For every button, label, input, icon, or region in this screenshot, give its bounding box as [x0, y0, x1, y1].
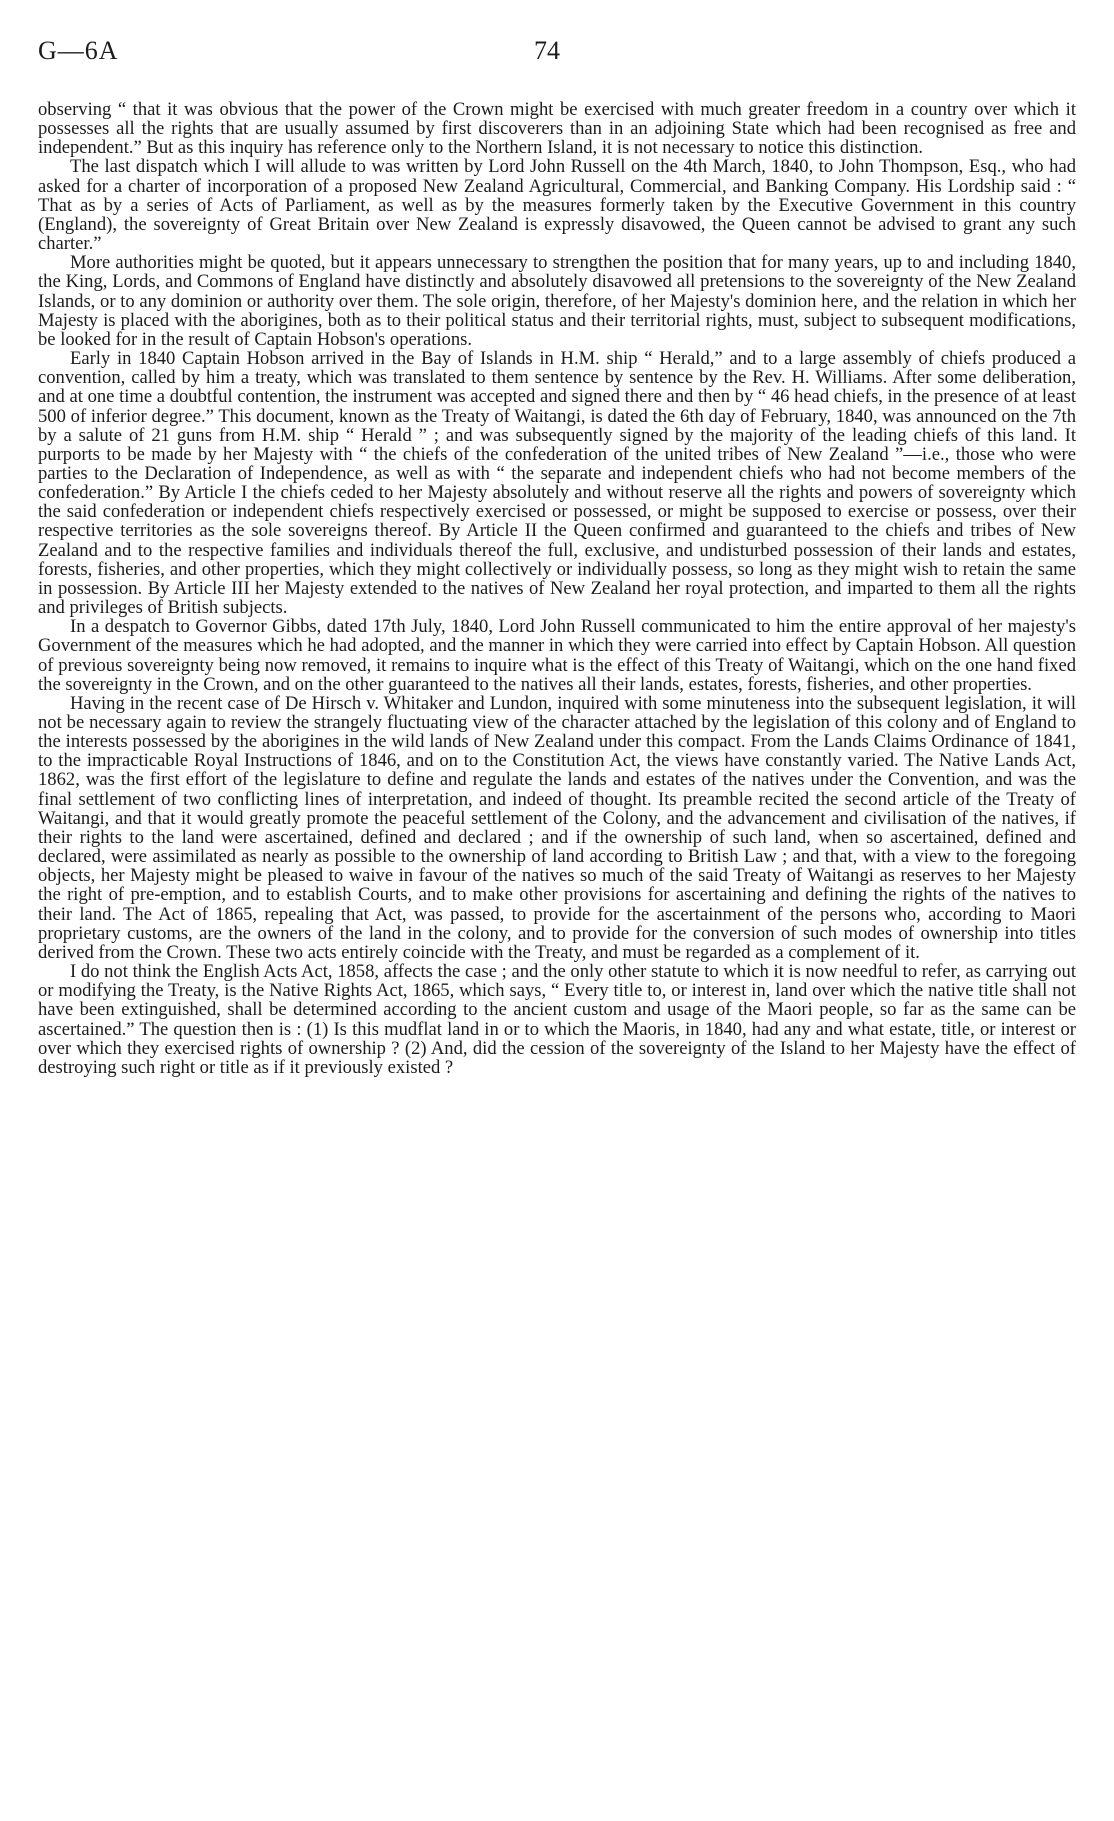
page-reference: G—6A [38, 36, 119, 65]
page-header [38, 36, 1078, 76]
paragraph: The last dispatch which I will allude to was written by Lord John Russell on the 4th March, 1840, to John Thompson, Esq., who had asked for a charter of incorporation of a proposed New Zealand Agricultural, Commercial, and Banking Company. His Lordship said : “ That as by a series of Acts of Parliament, as well as by the measures formerly taken by the Executive Government in this country (England), the sovereignty of Great Britain over New Zealand is expressly disavowed, the Queen cannot be advised to grant any such charter.” [38, 156, 1076, 255]
paragraph: observing “ that it was obvious that the power of the Crown might be exercised with much greater freedom in a country over which it possesses all the rights that are usually assumed by first discoverers than in an adjoining State which had been recognised as free and independent.” But as this inquiry has reference only to the Northern Island, it is not necessary to notice this distinction. [38, 99, 1076, 159]
paragraph: I do not think the English Acts Act, 1858, affects the case ; and the only other statute to which it is now needful to refer, as carrying out or modifying the Treaty, is the Native Rights Act, 1865, which says, “ Every title to, or interest in, land over which the native title shall not have been extinguished, shall be determined according to the ancient custom and usage of the Maori people, so far as the same can be ascertained.” The question then is : (1) Is this mudflat land in or to which the Maoris, in 1840, had any and what estate, title, or interest or over which they exercised rights of ownership ? (2) And, did the cession of the sovereignty of the Island to her Majesty have the effect of destroying such right or title as if it previously existed ? [38, 961, 1076, 1078]
paragraph: Having in the recent case of De Hirsch v. Whitaker and Lundon, inquired with some minuteness into the subsequent legislation, it will not be necessary again to review the strangely fluctuating view of the character attached by the legislation of this colony and of England to the interests possessed by the aborigines in the wild lands of New Zealand under this compact. From the Lands Claims Ordinance of 1841, to the impracticable Royal Instructions of 1846, and on to the Constitution Act, the views have constantly varied. The Native Lands Act, 1862, was the first effort of the legislature to define and regulate the lands and estates of the natives under the Convention, and was the final settlement of two conflicting lines of interpretation, and indeed of thought. Its preamble recited the second article of the Treaty of Waitangi, and that it would greatly promote the peaceful settlement of the Colony, and the advancement and civilisation of the natives, if their rights to the land were ascertained, defined and declared ; and if the ownership of such land, when so ascertained, defined and declared, were assimilated as nearly as possible to the ownership of land according to British Law ; and that, with a view to the foregoing objects, her Majesty might be pleased to waive in favour of the natives so much of the said Treaty of Waitangi as reserves to her Majesty the right of pre-emption, and to establish Courts, and to make other provisions for ascertaining and defining the rights of the natives to their land. The Act of 1865, repealing that Act, was passed, to provide for the ascertainment of the persons who, according to Maori proprietary customs, are the owners of the land in the colony, and to provide for the conversion of such modes of ownership into titles derived from the Crown. These two acts entirely coincide with the Treaty, and must be regarded as a complement of it. [38, 692, 1076, 963]
paragraph: Early in 1840 Captain Hobson arrived in the Bay of Islands in H.M. ship “ Herald,” and to a large assembly of chiefs produced a convention, called by him a treaty, which was translated to them sentence by sentence by the Rev. H. Williams. After some deliberation, and at one time a doubtful contention, the instrument was accepted and signed there and then by “ 46 head chiefs, in the presence of at least 500 of inferior degree.” This document, known as the Treaty of Waitangi, is dated the 6th day of February, 1840, was announced on the 7th by a salute of 21 guns from H.M. ship “ Herald ” ; and was subsequently signed by the majority of the leading chiefs of this land. It purports to be made by her Majesty with “ the chiefs of the confederation of the united tribes of New Zealand ”—i.e., those who were parties to the Declaration of Independence, as well as with “ the separate and independent chiefs who had not become members of the confederation.” By Article I the chiefs ceded to her Majesty absolutely and without reserve all the rights and powers of sovereignty which the said confederation or independent chiefs respectively exercised or possessed, or might be supposed to exercise or possess, over their respective territories as the sole sovereigns thereof. By Article II the Queen confirmed and guaranteed to the chiefs and tribes of New Zealand and to the respective families and individuals thereof the full, exclusive, and undisturbed possession of their lands and estates, forests, fisheries, and other properties, which they might collectively or individually possess, so long as they might wish to retain the same in possession. By Article III her Majesty extended to the natives of New Zealand her royal protection, and imparted to them all the rights and privileges of British subjects. [38, 348, 1076, 619]
page-number: 74 [534, 36, 560, 65]
body-text [38, 100, 1076, 1077]
paragraph: More authorities might be quoted, but it appears unnecessary to strengthen the position that for many years, up to and including 1840, the King, Lords, and Commons of England have distinctly and absolutely disavowed all pretensions to the sovereignty of the New Zealand Islands, or to any dominion or authority over them. The sole origin, therefore, of her Majesty's dominion here, and the relation in which her Majesty is placed with the aborigines, both as to their political status and their territorial rights, must, subject to subsequent modifications, be looked for in the result of Captain Hobson's operations. [38, 252, 1076, 350]
paragraph: In a despatch to Governor Gibbs, dated 17th July, 1840, Lord John Russell communicated to him the entire approval of her majesty's Government of the measures which he had adopted, and the manner in which they were carried into effect by Captain Hobson. All question of previous sovereignty being now removed, it remains to inquire what is the effect of this Treaty of Waitangi, which on the one hand fixed the sovereignty in the Crown, and on the other guaranteed to the natives all their lands, estates, forests, fisheries, and other properties. [38, 616, 1076, 695]
